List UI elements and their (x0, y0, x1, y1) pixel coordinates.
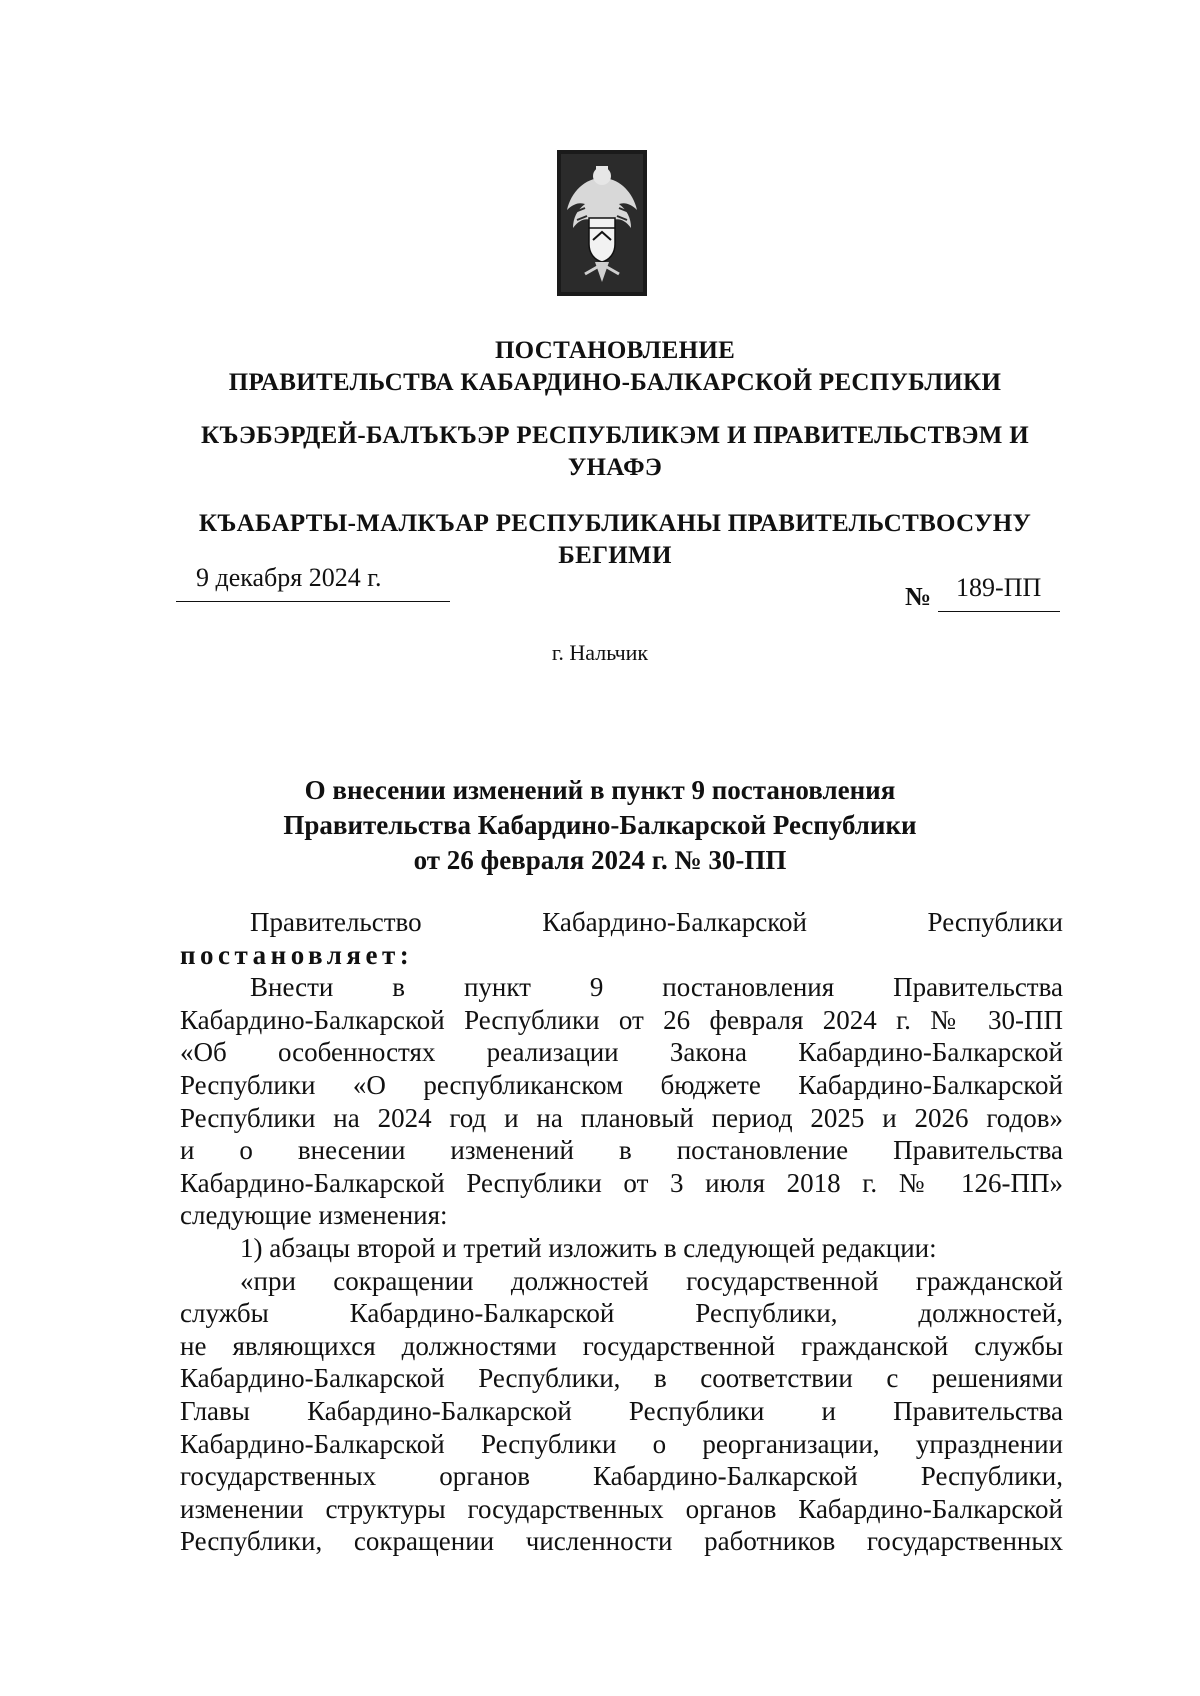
body-line: Кабардино-Балкарской Республики от 3 июля 2018 г. № 126-ПП» (180, 1167, 1063, 1198)
number-value: 189-ПП (938, 573, 1060, 612)
body-line: Внести в пункт 9 постановления Правительства (250, 972, 1063, 1003)
document-date: 9 декабря 2024 г. (176, 563, 450, 602)
body-line-decree: постановляет: (180, 939, 414, 970)
body-line: изменении структуры государственных органов Кабардино-Балкарской (180, 1493, 1063, 1524)
body-line: государственных органов Кабардино-Балкарской Республики, (180, 1461, 1063, 1492)
body-line: Правительство Кабардино-Балкарской Республики (250, 907, 1063, 937)
title-line2: Правительства Кабардино-Балкарской Республики (283, 810, 917, 840)
header-kbd-line2: УНАФЭ (567, 454, 663, 481)
body-line: 1) абзацы второй и третий изложить в следующей редакции: (240, 1232, 937, 1263)
body-line: «при сокращении должностей государственной гражданской (240, 1265, 1063, 1296)
document-number (905, 566, 1060, 612)
header-ru-line2: ПРАВИТЕЛЬСТВА КАБАРДИНО-БАЛКАРСКОЙ РЕСПУБЛИКИ (228, 369, 1002, 396)
header-krc-line1: КЪАБАРТЫ-МАЛКЪАР РЕСПУБЛИКАНЫ ПРАВИТЕЛЬСТВОСУНУ (198, 510, 1032, 537)
header-russian (180, 335, 1050, 399)
body-line: Республики «О республиканском бюджете Кабардино-Балкарской (180, 1069, 1063, 1100)
body-line: следующие изменения: (180, 1200, 448, 1231)
body-line: Республики, сокращении численности работников государственных (180, 1526, 1063, 1557)
body-line: и о внесении изменений в постановление Правительства (180, 1135, 1063, 1166)
header-krc-line2: БЕГИМИ (558, 542, 672, 569)
title-line1: О внесении изменений в пункт 9 постановления (304, 775, 896, 805)
title-line3: от 26 февраля 2024 г. № 30-ПП (413, 845, 787, 875)
body-line: Главы Кабардино-Балкарской Республики и Правительства (180, 1395, 1063, 1426)
header-kbd-line1: КЪЭБЭРДЕЙ-БАЛЪКЪЭР РЕСПУБЛИКЭМ И ПРАВИТЕЛЬСТВЭМ И (201, 422, 1029, 449)
document-title (200, 773, 1000, 878)
body-line: Кабардино-Балкарской Республики от 26 февраля 2024 г. № 30-ПП (180, 1004, 1063, 1035)
body-line: Кабардино-Балкарской Республики о реорганизации, упразднении (180, 1428, 1063, 1459)
body-line: Кабардино-Балкарской Республики, в соответствии с решениями (180, 1363, 1063, 1394)
city: г. Нальчик (551, 640, 649, 665)
header-ru-line1: ПОСТАНОВЛЕНИЕ (494, 337, 736, 364)
document-body (180, 906, 1063, 1558)
body-line: службы Кабардино-Балкарской Республики, должностей, (180, 1298, 1063, 1329)
number-sign: № (905, 582, 932, 611)
body-line: «Об особенностях реализации Закона Кабардино-Балкарской (180, 1037, 1063, 1068)
body-line: не являющихся должностями государственной гражданской службы (180, 1330, 1063, 1361)
coat-of-arms-emblem (555, 148, 649, 298)
body-line: Республики на 2024 год и на плановый период 2025 и 2026 годов» (180, 1102, 1063, 1133)
header-kabardian (180, 420, 1050, 484)
